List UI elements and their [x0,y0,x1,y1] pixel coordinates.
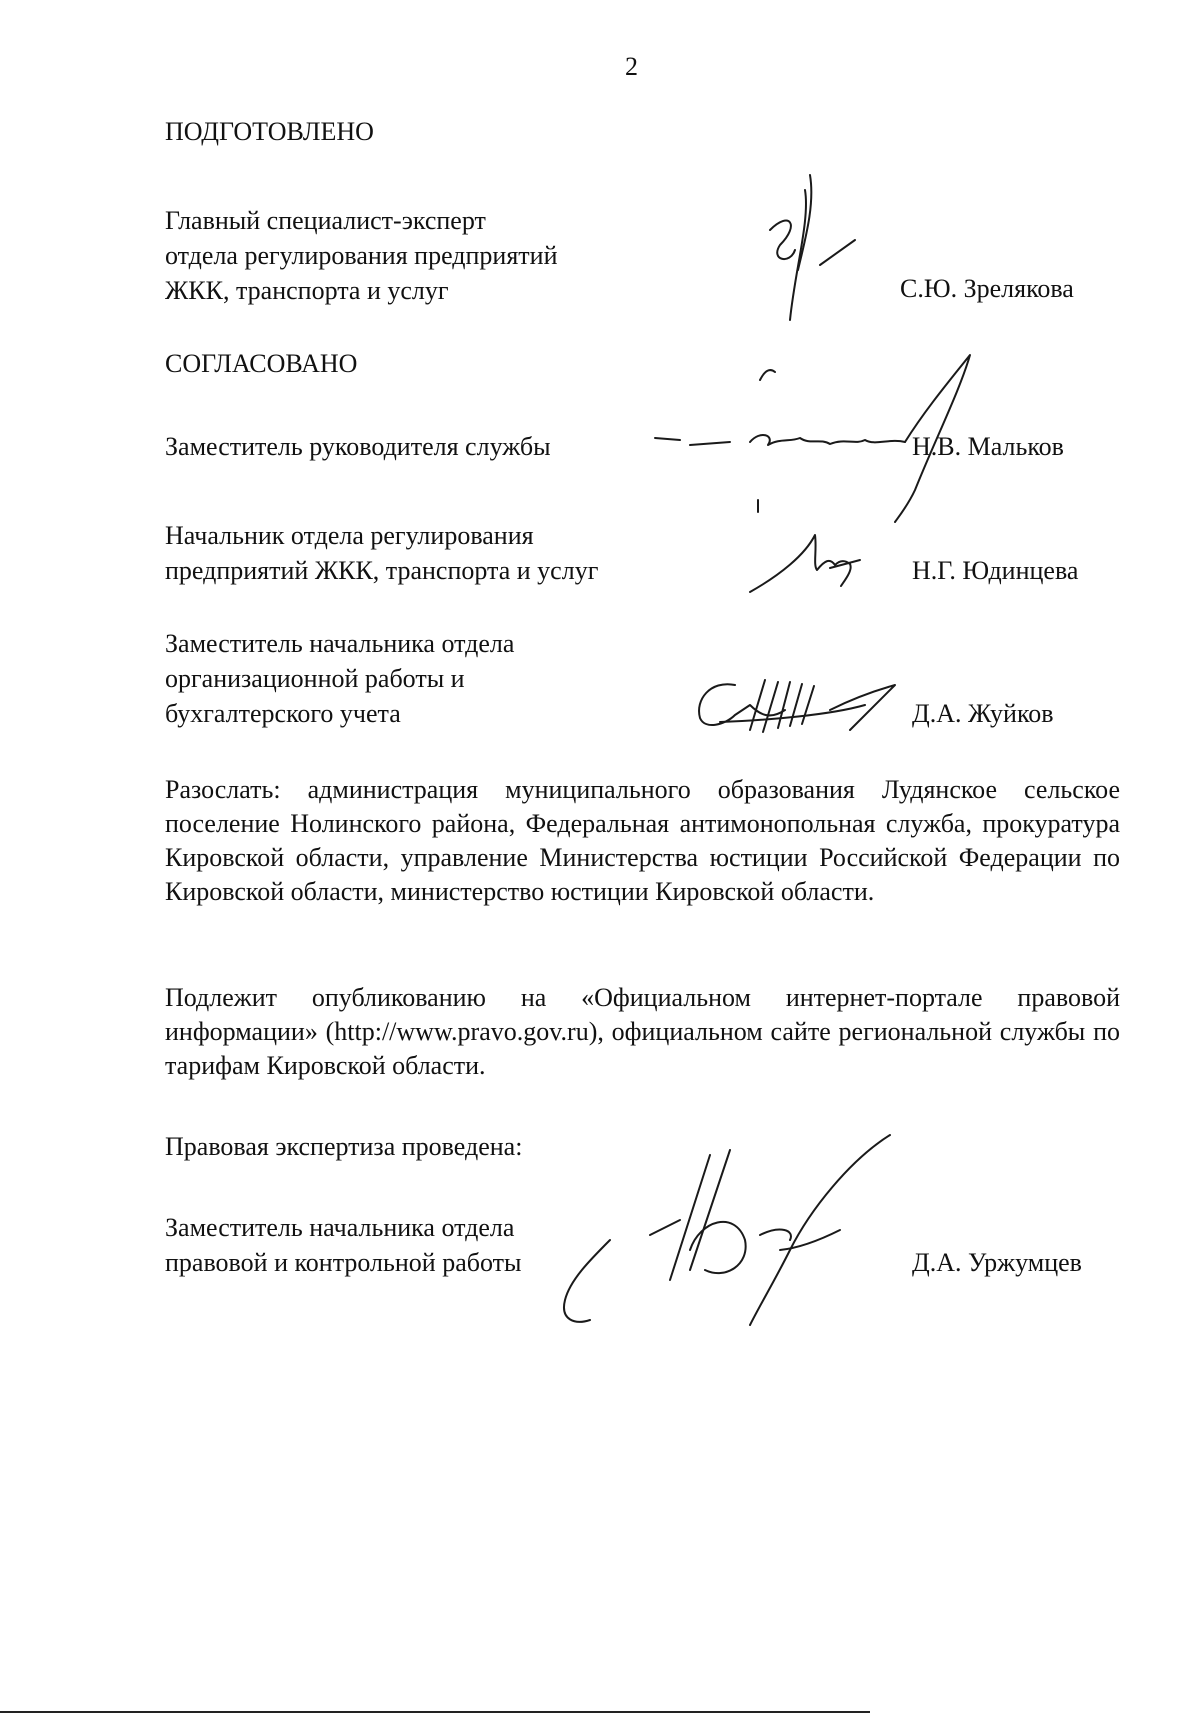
agreed-signer-1-name: Н.В. Мальков [912,432,1064,461]
page-number: 2 [625,52,638,81]
prepared-position-line: ЖКК, транспорта и услуг [165,276,449,305]
agreed-signer-3-position: Заместитель начальника отдела [165,629,515,658]
legal-review-name: Д.А. Уржумцев [912,1248,1082,1277]
agreed-signer-3-position: бухгалтерского учета [165,699,401,728]
footer-line [0,1711,870,1713]
signature-yudintseva [745,530,865,600]
publication-paragraph: Подлежит опубликованию на «Официальном интернет-портале правовой информации» (http://www.pravo.gov.ru), официальном сайте региональной службы по тарифам Кировской области. [165,983,1120,1080]
legal-review-position: правовой и контрольной работы [165,1248,522,1277]
agreed-signer-2-position: Начальник отдела регулирования [165,521,534,550]
agreed-signer-2-name: Н.Г. Юдинцева [912,556,1079,585]
legal-review-position: Заместитель начальника отдела [165,1213,515,1242]
prepared-position-line: отдела регулирования предприятий [165,241,558,270]
legal-review-heading: Правовая экспертиза проведена: [165,1132,523,1161]
signature-zrelyakova [760,170,870,330]
signature-malkov [650,350,980,530]
signature-zhuykov [690,670,900,740]
agreed-signer-1-position: Заместитель руководителя службы [165,432,551,461]
prepared-signer-name: С.Ю. Зрелякова [900,274,1074,303]
distribution-paragraph: Разослать: администрация муниципального образования Лудянское сельское поселение Нолинского района, Федеральная антимонопольная служба, прокуратура Кировской области, управление Министерства юстиции Российской Федерации по Кировской области, министерство юстиции Кировской области. [165,775,1120,906]
prepared-heading: ПОДГОТОВЛЕНО [165,117,374,146]
agreed-signer-3-name: Д.А. Жуйков [912,699,1054,728]
signature-urzhumtsev [550,1130,900,1330]
agreed-heading: СОГЛАСОВАНО [165,349,358,378]
agreed-signer-3-position: организационной работы и [165,664,465,693]
prepared-position-line: Главный специалист-эксперт [165,206,486,235]
agreed-signer-2-position: предприятий ЖКК, транспорта и услуг [165,556,599,585]
